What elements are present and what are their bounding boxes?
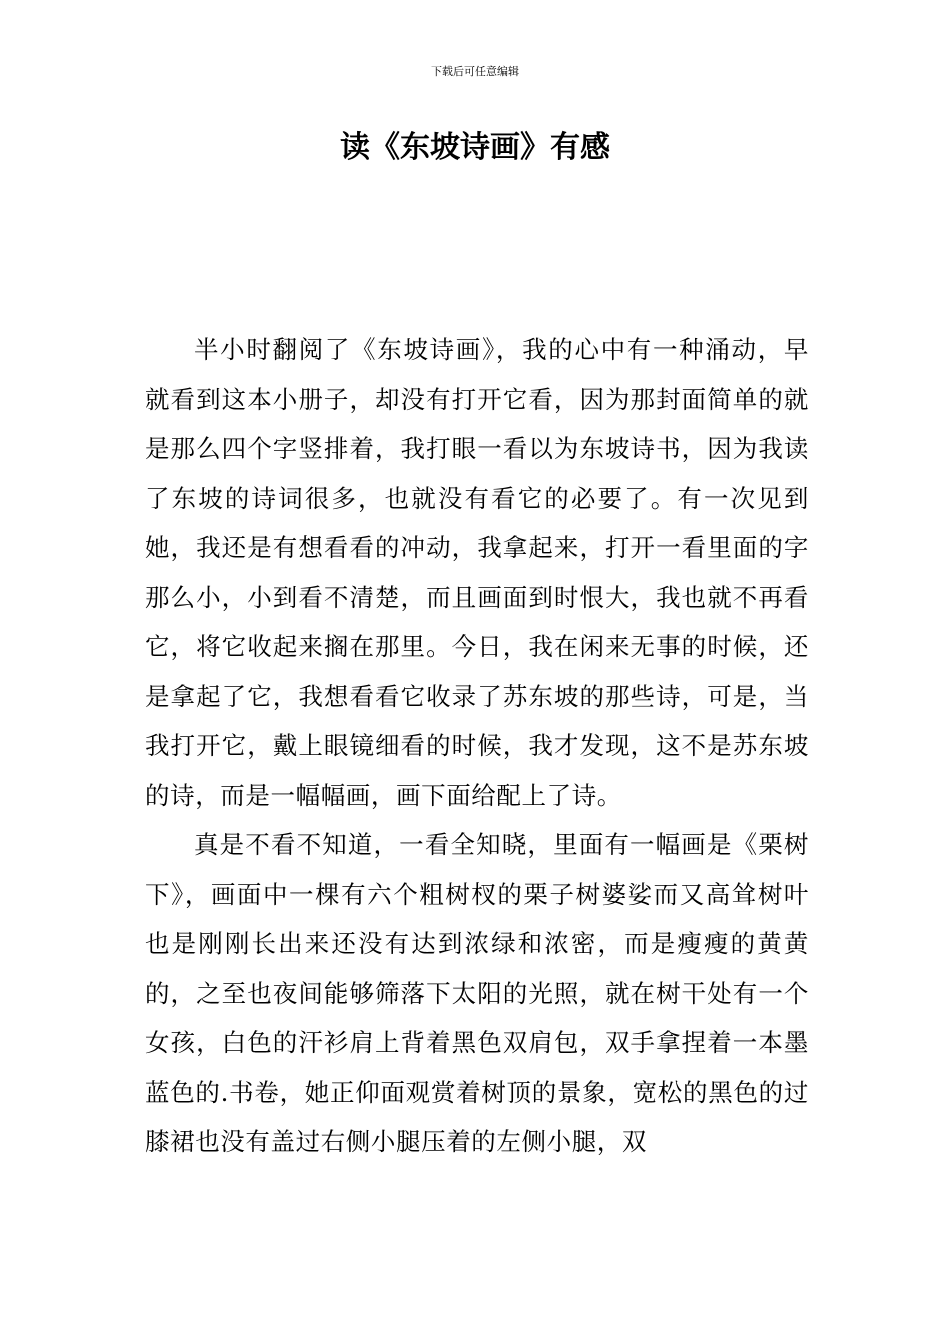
header-note: 下载后可任意编辑 xyxy=(431,65,519,78)
paragraph: 半小时翻阅了《东坡诗画》，我的心中有一种涌动，早就看到这本小册子，却没有打开它看，因为那封面简单的就是那么四个字竖排着，我打眼一看以为东坡诗书，因为我读了东坡的诗词很多，也就没有看它的必要了。有一次见到她，我还是有想看看的冲动，我拿起来，打开一看里面的字那么小，小到看不清楚，而且画面到时恨大，我也就不再看它，将它收起来搁在那里。今日，我在闲来无事的时候，还是拿起了它，我想看看它收录了苏东坡的那些诗，可是，当我打开它，戴上眼镜细看的时候，我才发现，这不是苏东坡的诗，而是一幅幅画，画下面给配上了诗。 xyxy=(145,335,809,810)
document-body xyxy=(145,325,809,1167)
paragraph: 真是不看不知道，一看全知晓，里面有一幅画是《栗树下》，画面中一棵有六个粗树杈的栗子树婆娑而又高耸树叶也是刚刚长出来还没有达到浓绿和浓密，而是瘦瘦的黄黄的，之至也夜间能够筛落下太阳的光照，就在树干处有一个女孩，白色的汗衫肩上背着黑色双肩包，双手拿捏着一本墨蓝色的.书卷，她正仰面观赏着树顶的景象，宽松的黑色的过膝裙也没有盖过右侧小腿压着的左侧小腿，双 xyxy=(145,830,809,1156)
page-title: 读《东坡诗画》有感 xyxy=(340,130,610,165)
